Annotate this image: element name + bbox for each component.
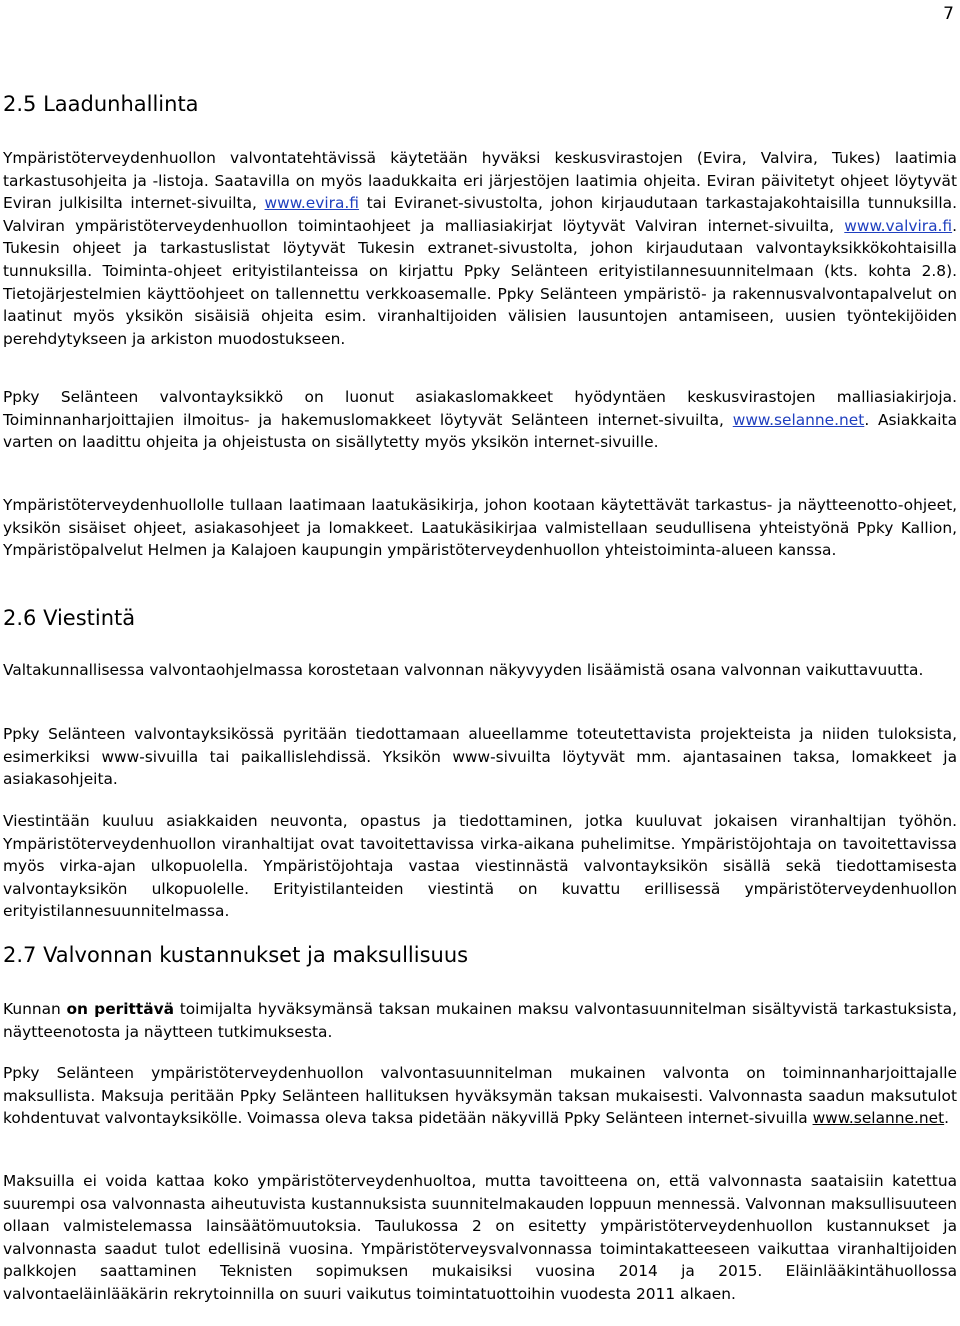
paragraph-communication: Viestintään kuuluu asiakkaiden neuvonta, opastus ja tiedottaminen, jotka kuuluvat jokaisen viranhaltijan työhön. Ympäristöterveydenhuollon viranhaltijat ovat tavoitettavissa virka-aikana puhelimitse. Ympäristöjohtaja on tavoitettavissa myös virka-ajan ulkopuolella. Ympäristöjohtaja vastaa viestinnästä valvontayksikön sisällä sekä tiedottamisesta valvontayksikön ulkopuolelle. Erityistilanteiden viestintä on kuvattu erillisessä ympäristöterveydenhuollon erityistilannesuunnitelmassa. <box>3 812 957 921</box>
paragraph-customer-forms: Ppky Selänteen valvontayksikkö on luonut asiakaslomakkeet hyödyntäen keskusvirastojen malliasiakirjoja. Toiminnanharjoittajien ilmoitus- ja hakemuslomakkeet löytyvät Selänteen internet-sivuilta, www.selanne.net. Asiakkaita varten on laadittu ohjeita ja ohjeistusta on sisällytetty myös yksikön internet-sivuille. <box>3 388 957 452</box>
section-heading-2-7: 2.7 Valvonnan kustannukset ja maksullisuus <box>3 943 469 967</box>
paragraph-quality-guides: Ympäristöterveydenhuollon valvontatehtävissä käytetään hyväksi keskusvirastojen (Evira, Valvira, Tukes) laatimia tarkastusohjeita ja -listoja. Saatavilla on myös laadukkaita eri järjestöjen laatimia ohjeita. Eviran päivitetyt ohjeet löytyvät Eviran julkisilta internet-sivuilta, www.evira.fi tai Eviranet-sivustolta, johon kirjaudutaan tarkastajakohtaisilla tunnuksilla. Valviran ympäristöterveydenhuollon toimintaohjeet ja malliasiakirjat löytyvät Valviran internet-sivuilta, www.valvira.fi. Tukesin ohjeet ja tarkastuslistat löytyvät Tukesin extranet-sivustolta, johon kirjaudutaan valvontayksikkökohtaisilla tunnuksilla. Toiminta-ohjeet erityistilanteissa on kirjattu Ppky Selänteen erityistilannesuunnitelmaan (kts. kohta 2.8). Tietojärjestelmien käyttöohjeet on tallennettu verkkoasemalle. Ppky Selänteen ympäristö- ja rakennusvalvontapalvelut on laatinut myös yksikön sisäisiä ohjeita esim. viranhaltijoiden välisien lausuntojen antamiseen, uusien työntekijöiden perehdytykseen ja arkiston muodostukseen. <box>3 149 957 348</box>
web-link[interactable]: www.evira.fi <box>264 194 359 213</box>
paragraph-fee-chargeable: Ppky Selänteen ympäristöterveydenhuollon valvontasuunnitelman mukainen valvonta on toiminnanharjoittajalle maksullista. Maksuja peritään Ppky Selänteen hallituksen hyväksymän taksan mukaisesti. Valvonnasta saadun maksutulot kohdentuvat valvontayksikölle. Voimassa oleva taksa pidetään näkyvillä Ppky Selänteen internet-sivuilla www.selanne.net. <box>3 1064 957 1128</box>
section-heading-2-5: 2.5 Laadunhallinta <box>3 92 199 116</box>
web-link[interactable]: www.selanne.net <box>732 410 865 429</box>
page-number: 7 <box>943 4 954 24</box>
web-link[interactable]: www.selanne.net <box>812 1109 945 1128</box>
paragraph-visibility: Valtakunnallisessa valvontaohjelmassa korostetaan valvonnan näkyvyyden lisäämistä osana valvonnan vaikuttavuutta. <box>3 661 924 679</box>
paragraph-costs: Maksuilla ei voida kattaa koko ympäristöterveydenhuoltoa, mutta tavoitteena on, että valvonnasta saataisiin katettua suurempi osa valvonnasta aiheutuvista kustannuksista suunnitelmakauden loppuun mennessä. Valvonnan maksullisuuteen ollaan valmistelemassa lainsäätömuutoksia. Taulukossa 2 on esitetty ympäristöterveydenhuollon kustannukset ja valvonnasta saadut tulot edellisinä vuosina. Ympäristöterveysvalvonnassa toimintakatteeseen vaikuttaa viranhaltijoiden palkkojen saattaminen Teknisten sopimuksen mukaisiksi vuosina 2014 ja 2015. Eläinlääkintähuollossa valvontaeläinlääkärin rekrytoinnilla on suuri vaikutus toimintatuottoihin vuodesta 2011 alkaen. <box>3 1172 957 1303</box>
paragraph-projects-info: Ppky Selänteen valvontayksikössä pyritään tiedottamaan alueellamme toteutettavista projekteista ja niiden tuloksista, esimerkiksi www-sivuilla tai paikallislehdissä. Yksikön www-sivuilta löytyvät mm. ajantasainen taksa, lomakkeet ja asiakasohjeita. <box>3 725 957 789</box>
paragraph-fee-obligation: Kunnan on perittävä toimijalta hyväksymänsä taksan mukainen maksu valvontasuunnitelman sisältyvistä tarkastuksista, näytteenotosta ja näytteen tutkimuksesta. <box>3 1000 958 1041</box>
section-heading-2-6: 2.6 Viestintä <box>3 606 136 630</box>
emphasis-text: on perittävä <box>66 1000 175 1018</box>
paragraph-quality-manual: Ympäristöterveydenhuollolle tullaan laatimaan laatukäsikirja, johon kootaan käytettävät tarkastus- ja näytteenotto-ohjeet, yksikön sisäiset ohjeet, asiakasohjeet ja lomakkeet. Laatukäsikirjaa valmistellaan seudullisena yhteistyönä Ppky Kallion, Ympäristöpalvelut Helmen ja Kalajoen kaupungin ympäristöterveydenhuollon yhteistoiminta-alueen kanssa. <box>3 496 957 560</box>
web-link[interactable]: www.valvira.fi <box>844 216 953 235</box>
